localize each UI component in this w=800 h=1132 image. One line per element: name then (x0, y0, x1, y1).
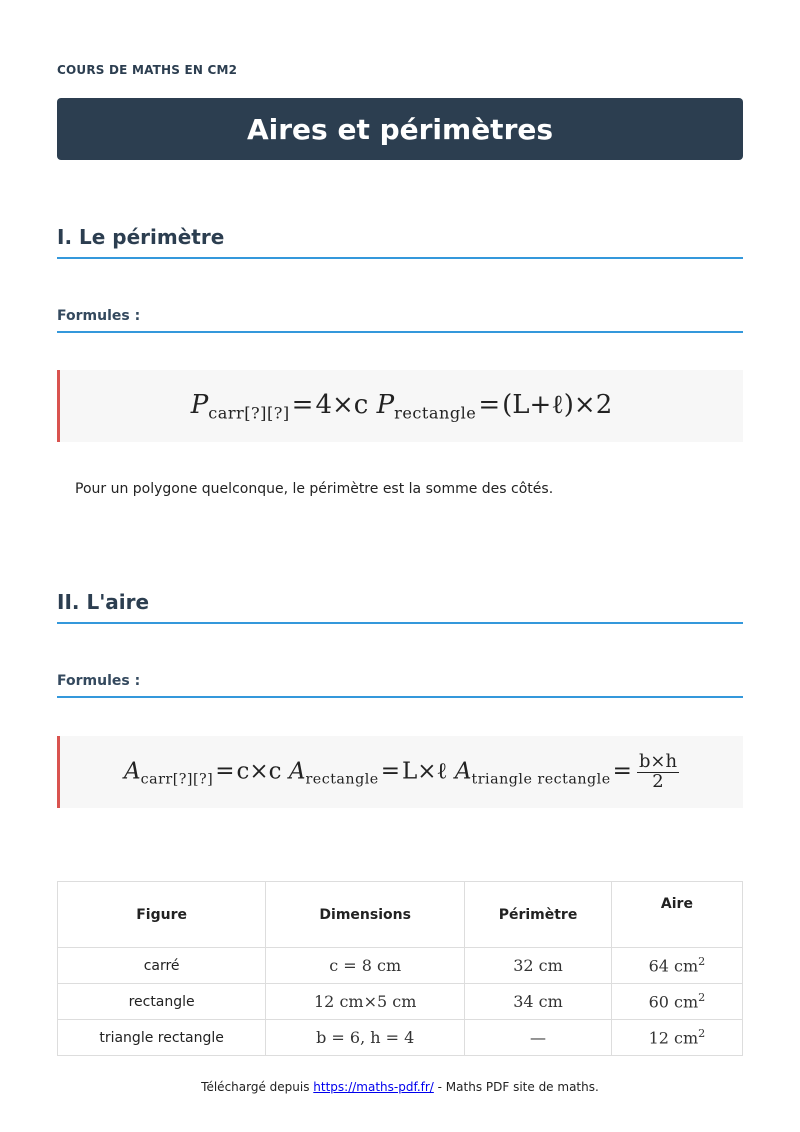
formula-rhs: (L+ℓ)×2 (502, 389, 613, 420)
aire-value: 64 cm (648, 956, 699, 976)
cell-figure: triangle rectangle (58, 1020, 266, 1056)
cell-figure: carré (58, 948, 266, 984)
fraction-numerator: b×h (638, 750, 678, 772)
formula-sub: rectangle (394, 403, 477, 423)
subtitle-formules-perimetre: Formules : (57, 308, 743, 333)
fraction-denominator: 2 (652, 770, 664, 792)
footer-suffix: - Maths PDF site de maths. (433, 1080, 599, 1094)
formula-rhs: L×ℓ (402, 758, 448, 784)
title-banner (57, 98, 743, 160)
formula-box-aire (57, 736, 743, 808)
formula-aire: $A_{carr[?][?]}=c\times c$ $A_{rectangle}=L\times\ell$ $A_{triangle rectangle}=$ $\frac{b\times h}{2}$ (123, 750, 678, 792)
table-header-perimetre: Périmètre (465, 882, 612, 948)
aire-exponent: 2 (698, 991, 706, 1005)
footer-prefix: Téléchargé depuis (201, 1080, 314, 1094)
aire-exponent: 2 (698, 955, 706, 969)
cell-dimensions: 12 cm×5 cm (266, 984, 465, 1020)
section-title-perimetre: I. Le périmètre (57, 225, 743, 259)
section-title-aire: II. L'aire (57, 590, 743, 624)
formula-fraction (637, 750, 679, 792)
table-header-aire: Aire (611, 882, 742, 948)
aire-value: 12 cm (648, 1028, 699, 1048)
table-header-dimensions: Dimensions (266, 882, 465, 948)
cell-aire (611, 1020, 742, 1056)
aire-exponent: 2 (698, 1027, 706, 1041)
formula-rhs: c×c (236, 758, 282, 784)
formula-box-perimetre (57, 370, 743, 442)
formula-sub: carr[?][?] (140, 770, 214, 787)
formula-sub: rectangle (305, 770, 379, 787)
formula-sub: triangle rectangle (471, 770, 611, 787)
cell-dimensions: c = 8 cm (266, 948, 465, 984)
cell-aire (611, 984, 742, 1020)
cell-perimetre: 34 cm (465, 984, 612, 1020)
cell-figure: rectangle (58, 984, 266, 1020)
table-row (58, 1020, 743, 1056)
page-title: Aires et périmètres (246, 112, 554, 146)
formula-sub: carr[?][?] (208, 403, 290, 423)
footer-link[interactable]: https://maths-pdf.fr/ (313, 1080, 434, 1094)
footer (0, 1080, 800, 1094)
cell-aire (611, 948, 742, 984)
figures-table (57, 881, 743, 1056)
table-header-figure: Figure (58, 882, 266, 948)
course-label: COURS DE MATHS EN CM2 (57, 63, 238, 77)
paragraph-polygone: Pour un polygone quelconque, le périmètre est la somme des côtés. (75, 481, 554, 497)
cell-dimensions: b = 6, h = 4 (266, 1020, 465, 1056)
subtitle-formules-aire: Formules : (57, 673, 743, 698)
table-header-row (58, 882, 743, 948)
table-row (58, 984, 743, 1020)
cell-perimetre: 32 cm (465, 948, 612, 984)
cell-perimetre: — (465, 1020, 612, 1056)
formula-rhs: 4×c (315, 389, 369, 420)
formula-perimetre: $P_{carr[?][?]}=4\times c$ $P_{rectangle}=(L+\ell)\times 2$ (190, 389, 613, 423)
aire-value: 60 cm (648, 992, 699, 1012)
table-row (58, 948, 743, 984)
